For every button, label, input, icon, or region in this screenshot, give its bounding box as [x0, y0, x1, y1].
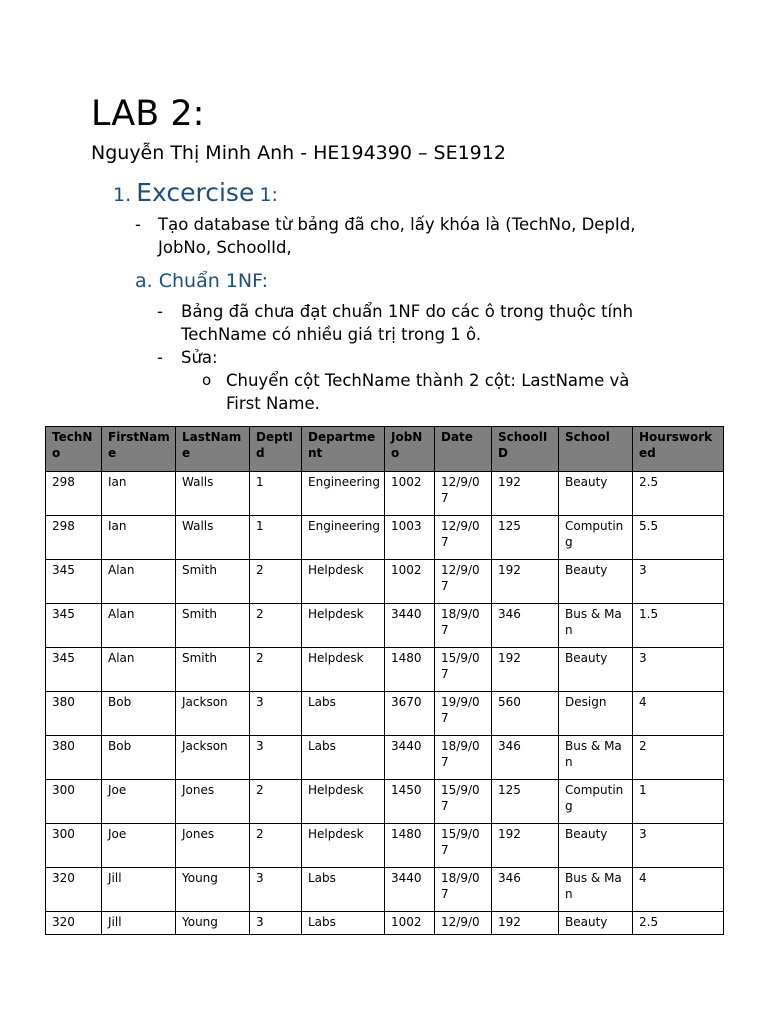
table-cell: Joe: [102, 780, 176, 824]
bullet-create-database: [135, 213, 695, 259]
table-cell: 2: [250, 648, 302, 692]
table-cell: Ian: [102, 472, 176, 516]
table-cell: 345: [46, 648, 102, 692]
table-cell: Jill: [102, 868, 176, 912]
table-cell: 3: [250, 736, 302, 780]
sub-bullet-split-column: [202, 369, 722, 415]
table-cell: 346: [492, 736, 559, 780]
table-cell: Helpdesk: [302, 648, 385, 692]
table-cell: 4: [633, 868, 724, 912]
table-cell: Beauty: [559, 472, 633, 516]
sub-bullet-marker: o: [202, 371, 212, 389]
table-cell: 2: [633, 736, 724, 780]
table-cell: Jill: [102, 912, 176, 935]
header-cell-school: School: [559, 427, 633, 472]
table-cell: 3440: [385, 736, 435, 780]
table-cell: Computing: [559, 780, 633, 824]
table-cell: 15/9/07: [435, 648, 492, 692]
table-cell: 18/9/07: [435, 736, 492, 780]
table-cell: 3: [633, 824, 724, 868]
section-label: Excercise: [136, 178, 255, 207]
table-cell: Computing: [559, 516, 633, 560]
header-cell-firstname: FirstName: [102, 427, 176, 472]
table-cell: 346: [492, 868, 559, 912]
table-cell: 1002: [385, 560, 435, 604]
table-cell: 320: [46, 868, 102, 912]
table-cell: 2: [250, 824, 302, 868]
table-cell: Beauty: [559, 824, 633, 868]
table-header-row: [46, 427, 724, 472]
section-heading-exercise: [113, 177, 278, 212]
author-line: Nguyễn Thị Minh Anh - HE194390 – SE1912: [91, 142, 506, 164]
table-cell: 3: [633, 560, 724, 604]
bullet-1nf-explanation: [157, 300, 717, 346]
table-cell: Engineering: [302, 516, 385, 560]
table-cell: 192: [492, 560, 559, 604]
table-cell: Joe: [102, 824, 176, 868]
table-row: [46, 736, 724, 780]
bullet-text-line1: Bảng đã chưa đạt chuẩn 1NF do các ô trong thuộc tính: [181, 302, 634, 321]
table-row: [46, 912, 724, 935]
table-cell: Walls: [176, 516, 250, 560]
table-cell: 1: [250, 472, 302, 516]
table-cell: Jones: [176, 824, 250, 868]
table-row: [46, 824, 724, 868]
table-cell: Alan: [102, 648, 176, 692]
table-cell: Labs: [302, 868, 385, 912]
header-cell-deptid: DeptId: [250, 427, 302, 472]
tech-job-table: [45, 426, 724, 935]
table-cell: 15/9/07: [435, 780, 492, 824]
table-cell: Helpdesk: [302, 604, 385, 648]
table-cell: 2.5: [633, 912, 724, 935]
table-cell: Bus & Man: [559, 604, 633, 648]
header-cell-schoolid: SchoolID: [492, 427, 559, 472]
bullet-dash: -: [157, 302, 163, 321]
table-cell: Beauty: [559, 912, 633, 935]
table-cell: 1450: [385, 780, 435, 824]
header-cell-lastname: LastName: [176, 427, 250, 472]
table-cell: Bob: [102, 692, 176, 736]
table-cell: 18/9/07: [435, 868, 492, 912]
table-cell: 2: [250, 780, 302, 824]
table-cell: Alan: [102, 560, 176, 604]
bullet-dash: -: [157, 348, 163, 367]
subsection-label: Chuẩn 1NF:: [158, 270, 268, 292]
table-cell: 12/9/0: [435, 912, 492, 935]
table-cell: Smith: [176, 604, 250, 648]
table-cell: 1002: [385, 912, 435, 935]
table-row: [46, 472, 724, 516]
bullet-text: Sửa:: [181, 348, 218, 367]
table-cell: 300: [46, 824, 102, 868]
table-cell: 12/9/07: [435, 516, 492, 560]
table-cell: 3: [250, 868, 302, 912]
section-number: 1.: [113, 184, 132, 206]
table-row: [46, 692, 724, 736]
table-cell: 3440: [385, 604, 435, 648]
table-row: [46, 868, 724, 912]
table-cell: 3440: [385, 868, 435, 912]
table-cell: 345: [46, 560, 102, 604]
table-cell: 1.5: [633, 604, 724, 648]
table-cell: 300: [46, 780, 102, 824]
table-row: [46, 780, 724, 824]
table-cell: 1480: [385, 648, 435, 692]
table-cell: Helpdesk: [302, 780, 385, 824]
table-cell: Labs: [302, 912, 385, 935]
page-title: LAB 2:: [91, 94, 205, 134]
table-cell: 1002: [385, 472, 435, 516]
header-cell-date: Date: [435, 427, 492, 472]
subsection-letter: a.: [135, 270, 153, 292]
header-cell-jobno: JobNo: [385, 427, 435, 472]
header-cell-department: Department: [302, 427, 385, 472]
bullet-text-line2: TechName có nhiều giá trị trong 1 ô.: [181, 325, 482, 344]
section-colon: :: [271, 184, 278, 206]
table-cell: Young: [176, 912, 250, 935]
table-cell: 320: [46, 912, 102, 935]
table-cell: Smith: [176, 648, 250, 692]
table-cell: Beauty: [559, 648, 633, 692]
table-cell: 192: [492, 472, 559, 516]
table-cell: Bus & Man: [559, 736, 633, 780]
table-cell: 298: [46, 472, 102, 516]
table-cell: 18/9/07: [435, 604, 492, 648]
table-cell: 2.5: [633, 472, 724, 516]
sub-bullet-text-line2: First Name.: [226, 394, 320, 413]
table-cell: Smith: [176, 560, 250, 604]
section-exercise-number: 1: [259, 184, 272, 206]
table-cell: 3670: [385, 692, 435, 736]
table-cell: 560: [492, 692, 559, 736]
sub-bullet-text-line1: Chuyển cột TechName thành 2 cột: LastName và: [226, 371, 630, 390]
table-cell: 1003: [385, 516, 435, 560]
table-row: [46, 560, 724, 604]
table-cell: 12/9/07: [435, 560, 492, 604]
table-cell: Labs: [302, 692, 385, 736]
table-cell: 15/9/07: [435, 824, 492, 868]
bullet-text-line1: Tạo database từ bảng đã cho, lấy khóa là (TechNo, DepId,: [158, 215, 636, 234]
bullet-dash: -: [135, 215, 141, 234]
table-cell: 125: [492, 516, 559, 560]
table-cell: Jones: [176, 780, 250, 824]
table-cell: 125: [492, 780, 559, 824]
table-cell: Bob: [102, 736, 176, 780]
table-cell: 192: [492, 648, 559, 692]
table-cell: Labs: [302, 736, 385, 780]
table-cell: Ian: [102, 516, 176, 560]
table-cell: 1: [633, 780, 724, 824]
table-cell: Jackson: [176, 692, 250, 736]
table-cell: 4: [633, 692, 724, 736]
subsection-heading-1nf: [135, 268, 268, 294]
bullet-text-line2: JobNo, SchoolId,: [158, 238, 292, 257]
bullet-fix: [157, 346, 357, 369]
table-cell: 192: [492, 824, 559, 868]
table-cell: 3: [250, 912, 302, 935]
table-cell: 2: [250, 560, 302, 604]
table-body: [46, 472, 724, 935]
header-cell-techno: TechNo: [46, 427, 102, 472]
table-cell: Walls: [176, 472, 250, 516]
table-cell: 345: [46, 604, 102, 648]
table-cell: Helpdesk: [302, 560, 385, 604]
table-cell: 12/9/07: [435, 472, 492, 516]
table-cell: Helpdesk: [302, 824, 385, 868]
table-cell: 2: [250, 604, 302, 648]
table-cell: Bus & Man: [559, 868, 633, 912]
table-cell: Alan: [102, 604, 176, 648]
table-cell: 192: [492, 912, 559, 935]
table-cell: 19/9/07: [435, 692, 492, 736]
table-cell: 1480: [385, 824, 435, 868]
table-cell: Young: [176, 868, 250, 912]
table-cell: 346: [492, 604, 559, 648]
table-row: [46, 648, 724, 692]
table-cell: 5.5: [633, 516, 724, 560]
table-cell: Design: [559, 692, 633, 736]
table-cell: Beauty: [559, 560, 633, 604]
header-cell-hoursworked: Hoursworked: [633, 427, 724, 472]
table-row: [46, 516, 724, 560]
table-cell: Jackson: [176, 736, 250, 780]
table-cell: 380: [46, 736, 102, 780]
table-cell: Engineering: [302, 472, 385, 516]
table-cell: 3: [633, 648, 724, 692]
table-cell: 298: [46, 516, 102, 560]
table-cell: 3: [250, 692, 302, 736]
table-cell: 1: [250, 516, 302, 560]
table-cell: 380: [46, 692, 102, 736]
table-row: [46, 604, 724, 648]
